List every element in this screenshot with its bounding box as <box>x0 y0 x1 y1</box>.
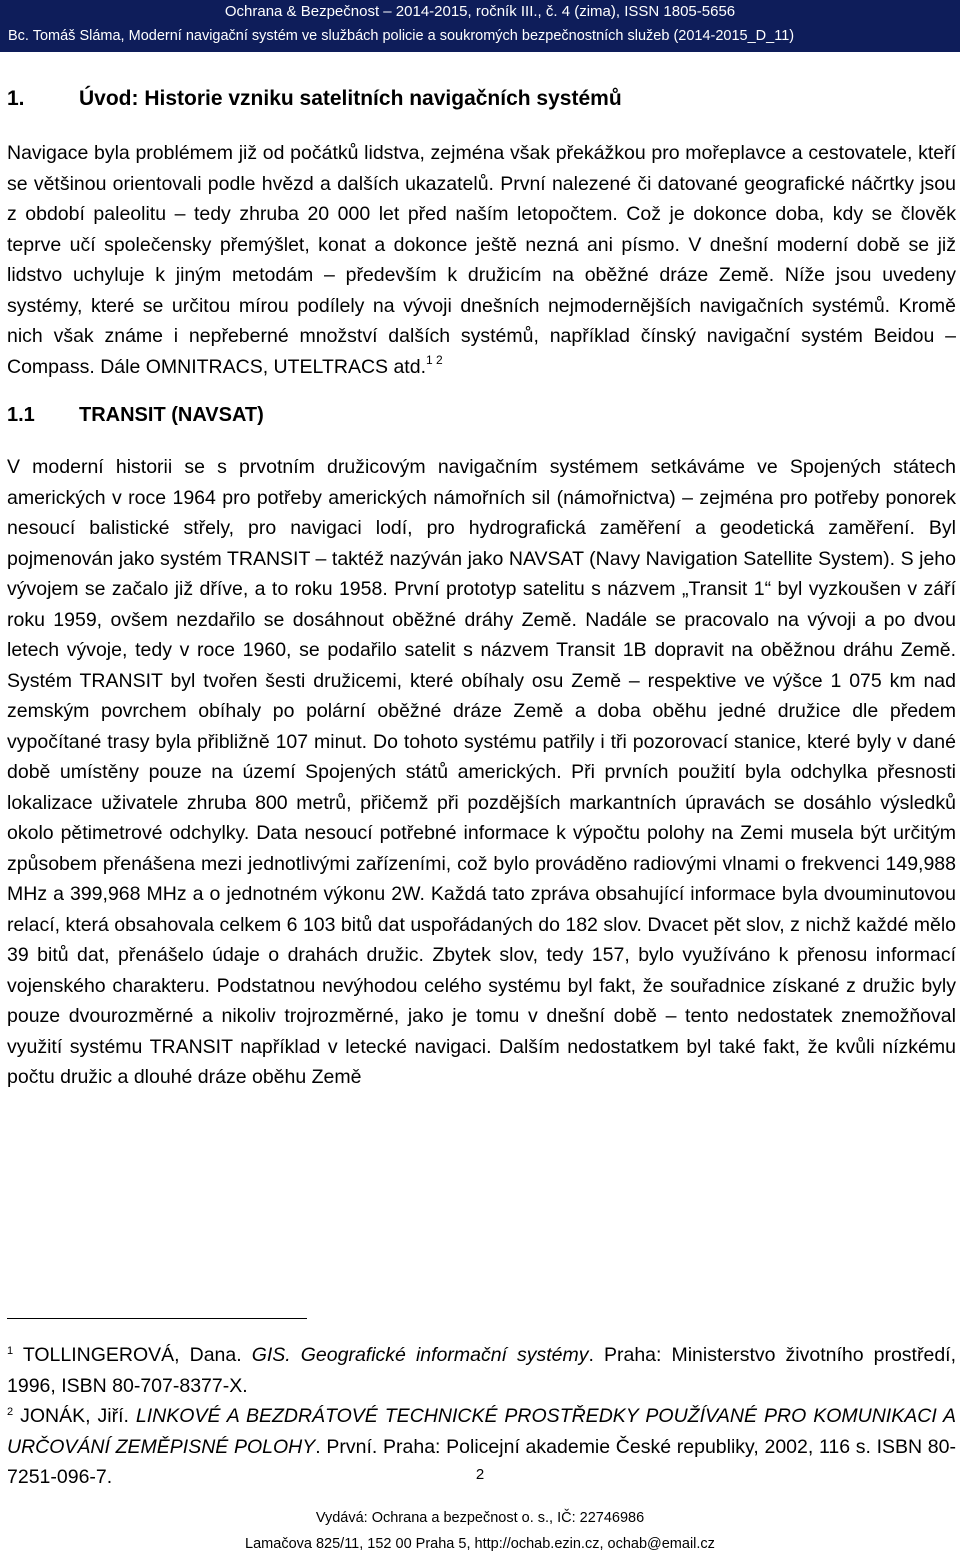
footnote-1 <box>7 1340 956 1401</box>
subsection-title: TRANSIT (NAVSAT) <box>79 404 264 426</box>
footnote-refs: 1 2 <box>425 352 443 367</box>
section-heading-1-1 <box>7 400 956 430</box>
transit-paragraph: V moderní historii se s prvotním družicovým navigačním systémem setkáváme ve Spojených státech amerických v roce 1964 pro potřeby amerických námořních sil (námořnictva) – zejména pro potřeby ponorek nesoucí balistické střely, pro navigaci lodí, pro hydrografická zaměření a geodetická zaměření. Byl pojmenován jako systém TRANSIT – taktéž nazýván jako NAVSAT (Navy Navigation Satellite System). S jeho vývojem se začalo již dříve, a to roku 1958. První prototyp satelitu s názvem „Transit 1“ byl vyzkoušen v září roku 1959, ovšem nezdařilo se dosáhnout oběžné dráhy Země. Nadále se pracovalo na vývoji a po dvou letech vývoje, tedy v roce 1960, se podařilo satelit s názvem Transit 1B dopravit na oběžnou dráhu Země. Systém TRANSIT byl tvořen šesti družicemi, které obíhaly osu Země – respektive ve výšce 1 075 km nad zemským povrchem obíhaly po polární oběžné dráze Země a doba oběhu jedné družice dle předem vypočítané trasy byla přibližně 107 minut. Do tohoto systému patřily i tři pozorovací stanice, které byly v dané době umístěny pouze na území Spojených států amerických. Při prvních použití byla odchylka přesnosti lokalizace uživatele zhruba 800 metrů, přičemž při pozdějších markantních úpravách se dosáhlo výsledků okolo pětimetrové odchylky. Data nesoucí potřebné informace k výpočtu polohy na Zemi musela být určitým způsobem přenášena mezi jednotlivými zařízeními, což bylo prováděno radiovými vlnami o frekvenci 149,988 MHz a 399,968 MHz a o jednotném výkonu 2W. Každá tato zpráva obsahující informace byla dvouminutovou relací, která obsahovala celkem 6 103 bitů dat uspořádaných do 182 slov. Dvacet pět slov, z nichž každé mělo 39 bitů dat, přenášelo údaje o drahách družic. Zbytek slov, tedy 157, bylo využíváno k přenosu informací vojenského charakteru. Podstatnou nevýhodou celého systému byl fakt, že souřadnice získané z družic byly pouze dvourozměrné a nikoliv trojrozměrné, jako je tomu v dnešní době – tento nedostatek znemožňoval využití systému TRANSIT například v letecké navigaci. Dalším nedostatkem byl také fakt, že kvůli nízkému počtu družic a dlouhé dráze oběhu Země <box>7 456 956 1088</box>
footnote-mark: 2 <box>7 1406 14 1418</box>
intro-text: Navigace byla problémem již od počátků lidstva, zejména však překážkou pro mořeplavce a cestovatele, kteří se většinou orientovali podle hvězd a dalších ukazatelů. První nalezené či datované geografické náčrtky jsou z období paleolitu – tedy zhruba 20 000 let před naším letopočtem. Což je dokonce doba, kdy se člověk teprve učí společensky přemýšlet, konat a dokonce ještě nezná ani písmo. V dnešní moderní době se již lidstvo uchyluje k jiným metodám – především k družicím na oběžné dráze Země. Níže jsou uvedeny systémy, které se určitou mírou podílely na vývoji dnešních nejmodernějších navigačních systémů. Kromě nich však známe i nepřeberné množství dalších systémů, například čínský navigační systém Beidou – Compass. Dále OMNITRACS, UTELTRACS atd. <box>7 142 956 378</box>
footnote-separator <box>7 1318 307 1319</box>
journal-header <box>0 0 960 52</box>
footer-address: Lamačova 825/11, 152 00 Praha 5, http://ochab.ezin.cz, ochab@email.cz <box>245 1536 715 1552</box>
section-title: Úvod: Historie vzniku satelitních navigačních systémů <box>79 87 622 110</box>
footnote-author: TOLLINGEROVÁ, Dana. <box>22 1344 242 1366</box>
page-body <box>7 84 956 1093</box>
subsection-number: 1.1 <box>7 404 35 426</box>
page-footer <box>0 1505 960 1557</box>
article-title-line: Bc. Tomáš Sláma, Moderní navigační systém ve službách policie a soukromých bezpečnostních služeb (2014-2015_D_11) <box>8 28 795 44</box>
footnote-mark: 1 <box>7 1345 14 1357</box>
footnote-title: LINKOVÉ A BEZDRÁTOVÉ TECHNICKÉ PROSTŘEDKY POUŽÍVANÉ PRO KOMUNIKACI A URČOVÁNÍ ZEMĚPISNÉ POLOHY <box>7 1405 957 1458</box>
journal-title-line: Ochrana & Bezpečnost – 2014-2015, ročník III., č. 4 (zima), ISSN 1805-5656 <box>224 3 736 20</box>
footnote-title: GIS. Geografické informační systémy <box>251 1344 589 1366</box>
footnote-rest: . První. Praha: Policejní akademie České republiky, 2002, 116 s. ISBN 80-7251-096-7. <box>7 1435 956 1488</box>
section-number: 1. <box>7 87 25 110</box>
footnote-rest: . Praha: Ministerstvo životního prostředí, 1996, ISBN 80-707-8377-X. <box>7 1344 956 1397</box>
footnote-author: JONÁK, Jiří. <box>20 1405 129 1427</box>
section-heading-1 <box>7 84 956 114</box>
page-number: 2 <box>475 1466 485 1483</box>
intro-paragraph <box>7 138 956 382</box>
footer-publisher: Vydává: Ochrana a bezpečnost o. s., IČ: 22746986 <box>315 1510 645 1526</box>
